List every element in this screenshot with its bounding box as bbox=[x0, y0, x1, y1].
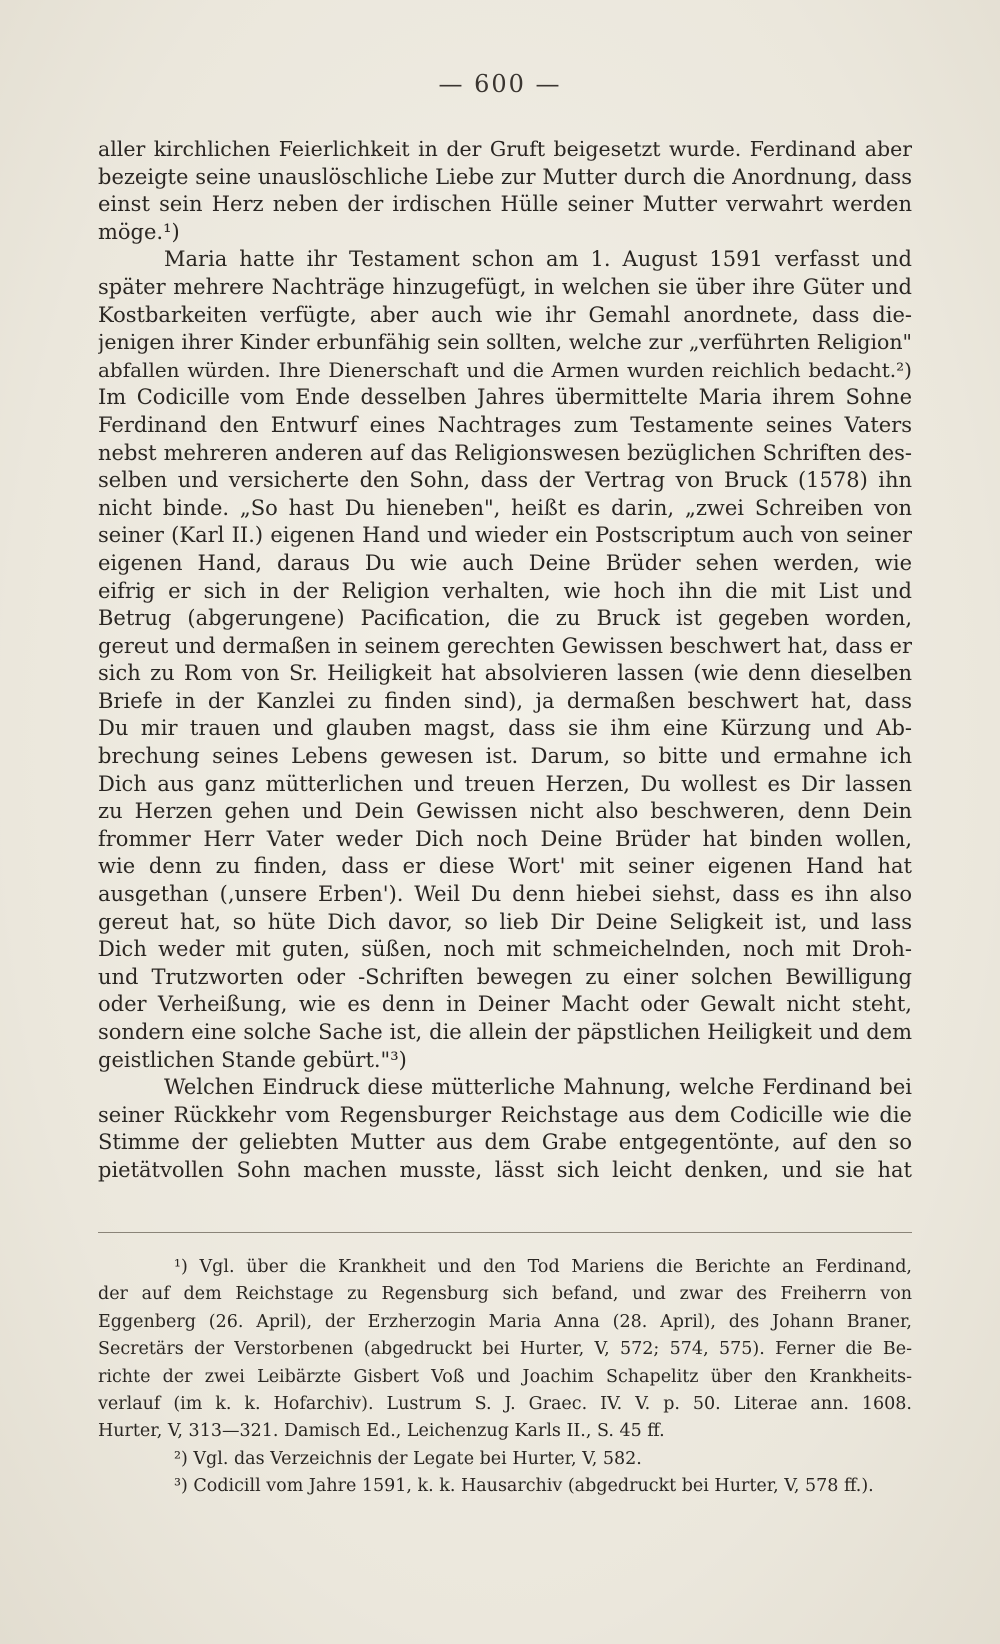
body-line: Betrug (abgerungene) Pacification, die zu Bruck ist gegeben worden, bbox=[98, 606, 912, 631]
body-line: Stimme der geliebten Mutter aus dem Grabe entgegentönte, auf den so bbox=[98, 1130, 912, 1155]
body-line: nebst mehreren anderen auf das Religionswesen bezüglichen Schriften des- bbox=[98, 440, 912, 465]
body-line: jenigen ihrer Kinder erbunfähig sein sollten, welche zur „verführten Religion" bbox=[98, 330, 912, 355]
body-line: Ferdinand den Entwurf eines Nachtrages zum Testamente seines Vaters bbox=[98, 412, 912, 437]
body-line: eifrig er sich in der Religion verhalten, wie hoch ihn die mit List und bbox=[98, 578, 912, 603]
body-line: frommer Herr Vater weder Dich noch Deine Brüder hat binden wollen, bbox=[98, 826, 912, 851]
body-line: Maria hatte ihr Testament schon am 1. August 1591 verfasst und bbox=[164, 247, 912, 272]
body-line: brechung seines Lebens gewesen ist. Darum, so bitte und ermahne ich bbox=[98, 744, 912, 769]
body-line: aller kirchlichen Feierlichkeit in der Gruft beigesetzt wurde. Ferdinand aber bbox=[98, 137, 912, 161]
body-line: und Trutzworten oder -Schriften bewegen zu einer solchen Bewilligung bbox=[98, 964, 912, 989]
body-line: später mehrere Nachträge hinzugefügt, in welchen sie über ihre Güter und bbox=[98, 274, 912, 299]
page-number: — 600 — bbox=[438, 70, 562, 98]
footnote-line: richte der zwei Leibärzte Gisbert Voß und Joachim Schapelitz über den Krankheits- bbox=[98, 1366, 912, 1387]
footnote-line: der auf dem Reichstage zu Regensburg sich befand, und zwar des Freiherrn von bbox=[98, 1284, 912, 1305]
body-line: einst sein Herz neben der irdischen Hülle seiner Mutter verwahrt werden bbox=[98, 192, 912, 217]
footnote-separator bbox=[98, 1232, 912, 1233]
body-line: Dich weder mit guten, süßen, noch mit schmeichelnden, noch mit Droh- bbox=[98, 937, 912, 962]
footnote-line: ²) Vgl. das Verzeichnis der Legate bei Hurter, V, 582. bbox=[174, 1448, 642, 1469]
body-text bbox=[98, 136, 912, 1185]
body-line: Briefe in der Kanzlei zu finden sind), ja dermaßen beschwert hat, dass bbox=[98, 688, 912, 713]
footnote-line: Eggenberg (26. April), der Erzherzogin Maria Anna (28. April), des Johann Braner, bbox=[98, 1311, 912, 1332]
body-line: abfallen würden. Ihre Dienerschaft und die Armen wurden reichlich bedacht.²) bbox=[98, 357, 912, 382]
body-line: sondern eine solche Sache ist, die allein der päpstlichen Heiligkeit und dem bbox=[98, 1020, 912, 1044]
body-line: Welchen Eindruck diese mütterliche Mahnung, welche Ferdinand bei bbox=[164, 1075, 912, 1100]
body-line: zu Herzen gehen und Dein Gewissen nicht also beschweren, denn Dein bbox=[98, 799, 912, 824]
body-line: selben und versicherte den Sohn, dass der Vertrag von Bruck (1578) ihn bbox=[98, 468, 912, 493]
footnote-line: Secretärs der Verstorbenen (abgedruckt bei Hurter, V, 572; 574, 575). Ferner die Be- bbox=[98, 1339, 912, 1360]
body-line: geistlichen Stande gebürt."³) bbox=[98, 1047, 407, 1072]
footnote-line: ¹) Vgl. über die Krankheit und den Tod Mariens die Berichte an Ferdinand, bbox=[174, 1257, 912, 1277]
body-line: eigenen Hand, daraus Du wie auch Deine Brüder sehen werden, wie bbox=[98, 550, 912, 575]
body-line: ausgethan (‚unsere Erben'). Weil Du denn hiebei siehst, dass es ihn also bbox=[98, 882, 912, 907]
body-line: Dich aus ganz mütterlichen und treuen Herzen, Du wollest es Dir lassen bbox=[98, 771, 912, 796]
body-line: Du mir trauen und glauben magst, dass sie ihm eine Kürzung und Ab- bbox=[98, 716, 912, 741]
body-line: gereut und dermaßen in seinem gerechten Gewissen beschwert hat, dass er bbox=[98, 633, 912, 658]
body-line: Kostbarkeiten verfügte, aber auch wie ihr Gemahl anordnete, dass die- bbox=[98, 302, 912, 327]
footnote-line: verlauf (im k. k. Hofarchiv). Lustrum S. J. Graec. IV. V. p. 50. Literae ann. 1608. bbox=[98, 1393, 912, 1414]
body-line: möge.¹) bbox=[98, 219, 180, 244]
body-line: Im Codicille vom Ende desselben Jahres übermittelte Maria ihrem Sohne bbox=[98, 385, 912, 410]
body-line: pietätvollen Sohn machen musste, lässt sich leicht denken, und sie hat bbox=[98, 1157, 912, 1182]
body-line: seiner (Karl II.) eigenen Hand und wieder ein Postscriptum auch von seiner bbox=[98, 523, 912, 548]
body-line: seiner Rückkehr vom Regensburger Reichstage aus dem Codicille wie die bbox=[98, 1102, 912, 1127]
body-line: nicht binde. „So hast Du hieneben", heißt es darin, „zwei Schreiben von bbox=[98, 495, 912, 520]
body-line: oder Verheißung, wie es denn in Deiner Macht oder Gewalt nicht steht, bbox=[98, 992, 912, 1017]
footnote-line: ³) Codicill vom Jahre 1591, k. k. Hausarchiv (abgedruckt bei Hurter, V, 578 ff.). bbox=[174, 1476, 874, 1497]
body-line: wie denn zu finden, dass er diese Wort' mit seiner eigenen Hand hat bbox=[98, 854, 912, 879]
footnote-line: Hurter, V, 313—321. Damisch Ed., Leichenzug Karls II., S. 45 ff. bbox=[98, 1421, 665, 1442]
footnotes bbox=[98, 1254, 912, 1501]
body-line: gereut hat, so hüte Dich davor, so lieb Dir Deine Seligkeit ist, und lass bbox=[98, 909, 912, 934]
body-line: bezeigte seine unauslöschliche Liebe zur Mutter durch die Anordnung, dass bbox=[98, 164, 912, 189]
body-line: sich zu Rom von Sr. Heiligkeit hat absolvieren lassen (wie denn dieselben bbox=[98, 661, 912, 686]
